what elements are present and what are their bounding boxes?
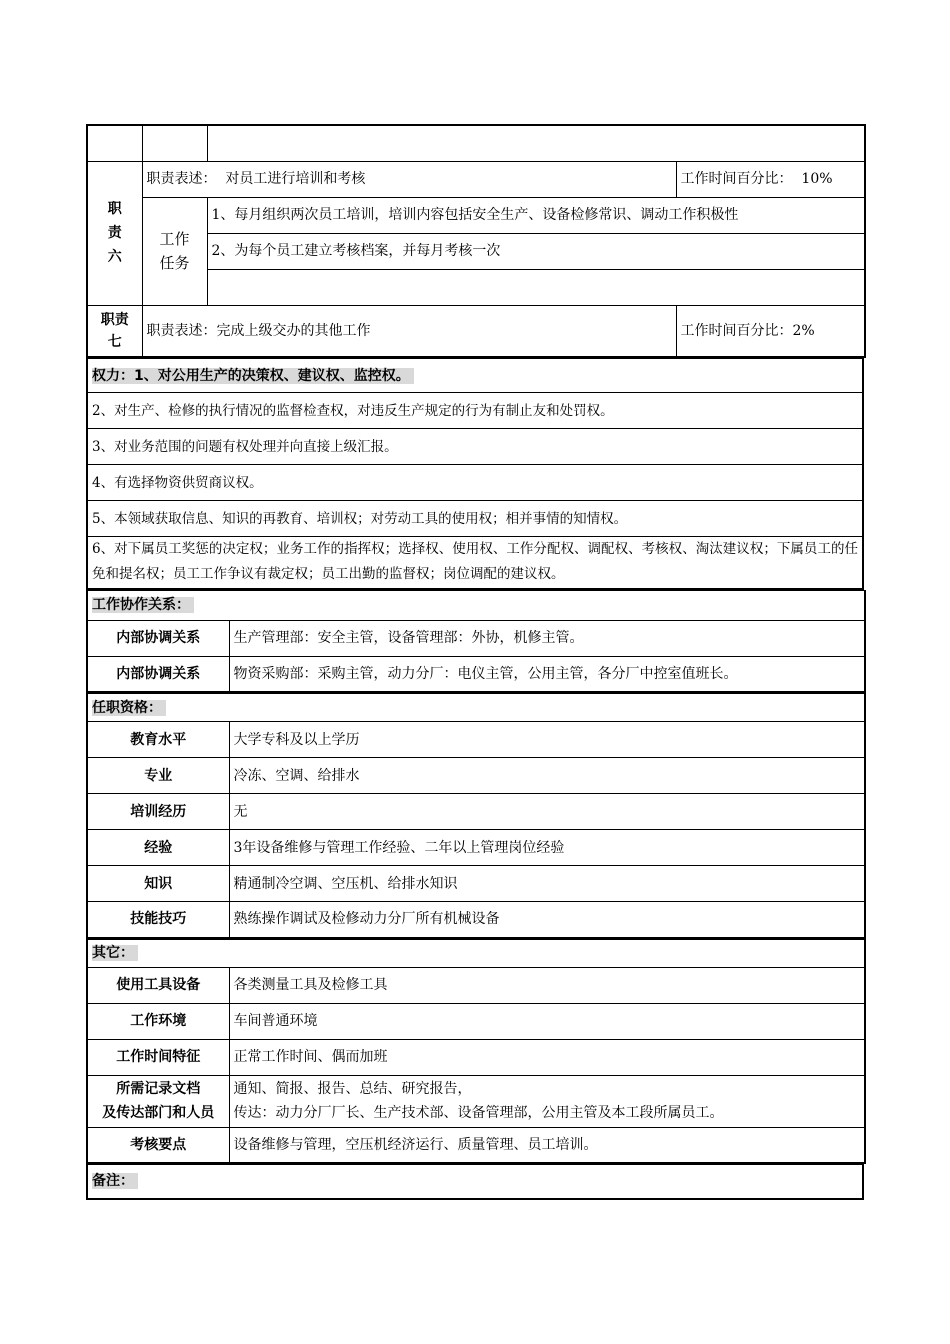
qualifications-heading: 任职资格： — [87, 694, 865, 722]
duty6-task-3 — [207, 269, 865, 305]
other-value: 各类测量工具及检修工具 — [229, 967, 865, 1003]
authority-table — [86, 358, 864, 590]
duty6-task-1: 1、每月组织两次员工培训，培训内容包括安全生产、设备检修常识、调动工作积极性 — [207, 197, 865, 233]
assessment-value: 设备维修与管理，空压机经济运行、质量管理、员工培训。 — [229, 1127, 865, 1163]
coordination-heading: 工作协作关系： — [87, 590, 865, 620]
remarks-table — [86, 1164, 864, 1200]
qualification-value: 冷冻、空调、给排水 — [229, 758, 865, 794]
qualification-label: 教育水平 — [87, 722, 229, 758]
duty6-time-percent: 工作时间百分比： 10% — [676, 161, 865, 197]
other-label: 工作环境 — [87, 1003, 229, 1039]
other-label: 工作时间特征 — [87, 1039, 229, 1075]
coordination-value: 生产管理部：安全主管，设备管理部：外协，机修主管。 — [229, 620, 865, 656]
blank-cell — [207, 125, 865, 161]
duty6-description: 职责表述： 对员工进行培训和考核 — [142, 161, 676, 197]
authority-item-5: 5、本领域获取信息、知识的再教育、培训权；对劳动工具的使用权；相并事情的知情权。 — [87, 501, 863, 537]
duty6-task-label: 工作 任务 — [142, 197, 207, 305]
qualification-label: 培训经历 — [87, 794, 229, 830]
qualification-label: 经验 — [87, 830, 229, 866]
assessment-label: 考核要点 — [87, 1127, 229, 1163]
authority-item-6: 6、对下属员工奖惩的决定权；业务工作的指挥权；选择权、使用权、工作分配权、调配权、考核权、淘汰建议权；下属员工的任免和提名权；员工工作争议有裁定权；员工出勤的监督权；岗位调配的建议权。 — [87, 537, 863, 589]
other-table — [86, 939, 866, 1165]
remarks-heading: 备注： — [87, 1165, 863, 1199]
authority-item-3: 3、对业务范围的问题有权处理并向直接上级汇报。 — [87, 429, 863, 465]
coordination-label: 内部协调关系 — [87, 620, 229, 656]
duty7-time-percent: 工作时间百分比：2% — [676, 305, 865, 357]
authority-heading: 权力：1、对公用生产的决策权、建议权、监控权。 — [87, 359, 863, 393]
duty7-label: 职责 七 — [87, 305, 142, 357]
job-description-sheet — [86, 124, 864, 1200]
blank-cell — [87, 125, 142, 161]
qualification-label: 技能技巧 — [87, 902, 229, 938]
qualification-value: 3年设备维修与管理工作经验、二年以上管理岗位经验 — [229, 830, 865, 866]
duty6-label: 职 责 六 — [87, 161, 142, 305]
blank-cell — [142, 125, 207, 161]
documents-label: 所需记录文档 及传达部门和人员 — [87, 1075, 229, 1127]
qualification-value: 无 — [229, 794, 865, 830]
other-value: 正常工作时间、偶而加班 — [229, 1039, 865, 1075]
duty6-task-2: 2、为每个员工建立考核档案，并每月考核一次 — [207, 233, 865, 269]
coordination-value: 物资采购部：采购主管，动力分厂：电仪主管，公用主管，各分厂中控室值班长。 — [229, 656, 865, 692]
qualification-value: 熟练操作调试及检修动力分厂所有机械设备 — [229, 902, 865, 938]
other-heading: 其它： — [87, 939, 865, 967]
qualification-label: 知识 — [87, 866, 229, 902]
qualification-value: 精通制冷空调、空压机、给排水知识 — [229, 866, 865, 902]
authority-item-4: 4、有选择物资供贸商议权。 — [87, 465, 863, 501]
duties-table — [86, 124, 866, 358]
qualification-value: 大学专科及以上学历 — [229, 722, 865, 758]
other-label: 使用工具设备 — [87, 967, 229, 1003]
duty7-description: 职责表述：完成上级交办的其他工作 — [142, 305, 676, 357]
other-value: 车间普通环境 — [229, 1003, 865, 1039]
coordination-label: 内部协调关系 — [87, 656, 229, 692]
documents-value: 通知、简报、报告、总结、研究报告， 传达：动力分厂厂长、生产技术部、设备管理部，公用主管及本工段所属员工。 — [229, 1075, 865, 1127]
qualifications-table — [86, 693, 866, 939]
qualification-label: 专业 — [87, 758, 229, 794]
coordination-table — [86, 590, 866, 694]
authority-item-2: 2、对生产、检修的执行情况的监督检查权，对违反生产规定的行为有制止友和处罚权。 — [87, 393, 863, 429]
